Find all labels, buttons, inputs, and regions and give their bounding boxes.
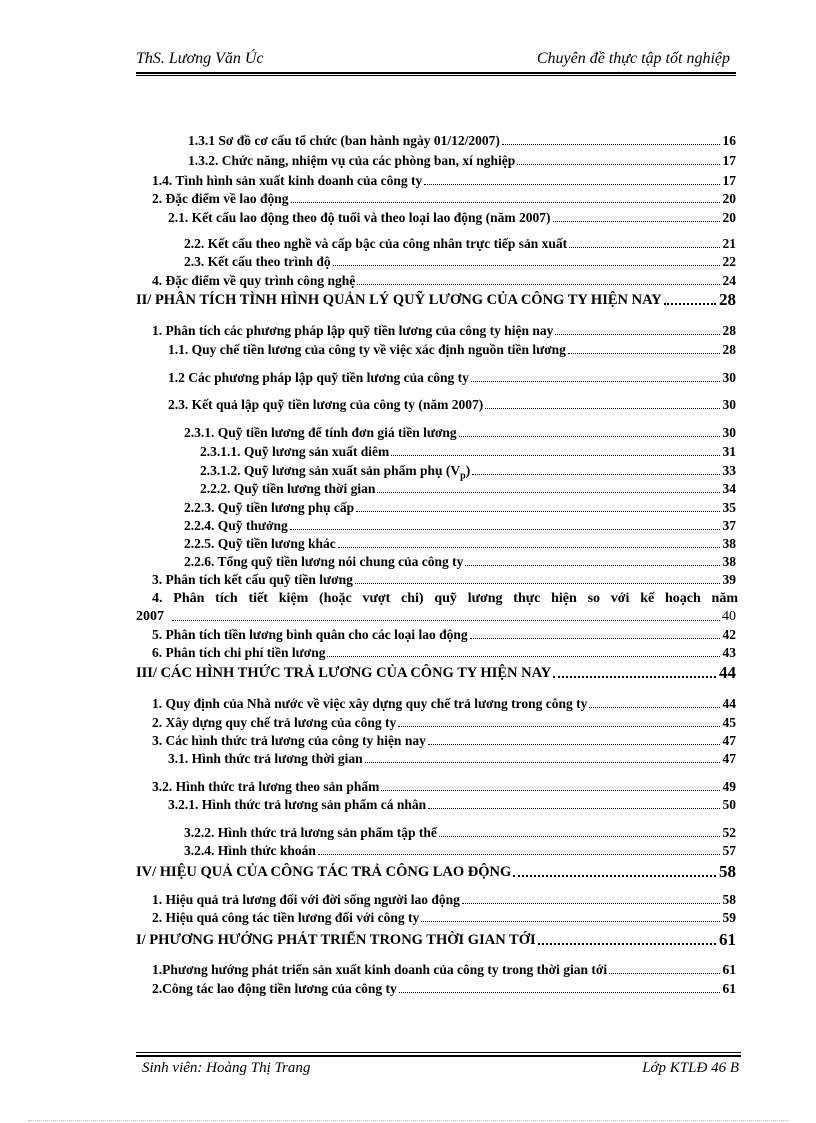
toc-section-text: I/ PHƯƠNG HƯỚNG PHÁT TRIỂN TRONG THỜI GIAN TỚI xyxy=(136,932,536,948)
toc-entry[interactable] xyxy=(136,272,738,290)
page-header xyxy=(136,46,736,70)
toc-entry[interactable] xyxy=(136,322,738,340)
page-bottom-border xyxy=(28,1120,788,1121)
toc-entry-text: 2.Công tác lao động tiền lương của công ty xyxy=(152,981,397,996)
toc-entry[interactable] xyxy=(136,462,738,480)
toc-entry-text: 1.4. Tình hình sản xuất kinh doanh của công ty xyxy=(152,173,423,188)
toc-section-heading[interactable] xyxy=(136,931,738,949)
toc-entry-text: 2.3.1.2. Quỹ lương sản xuất sản phẩm phụ $(V_p)$ xyxy=(200,462,472,486)
footer-class: Lớp KTLĐ 46 B xyxy=(642,1060,739,1076)
toc-entry-page: 45 xyxy=(722,715,736,730)
toc-entry-text: 1. Hiệu quả trả lương đối với đời sống người lao động xyxy=(152,892,460,907)
toc-entry-text: 6. Phân tích chi phí tiền lương xyxy=(152,645,326,660)
toc-section-page: 28 xyxy=(719,290,736,309)
toc-entry-text: 2.2.2. Quỹ tiền lương thời gian xyxy=(200,481,376,496)
toc-entry-page: 40 xyxy=(722,609,736,624)
toc-entry-text: 4. Đặc điểm về quy trình công nghệ xyxy=(152,273,356,288)
toc-entry[interactable] xyxy=(136,480,738,498)
toc-entry-text: 1.3.2. Chức năng, nhiệm vụ của các phòng ban, xí nghiệp xyxy=(188,153,516,168)
toc-entry[interactable] xyxy=(136,909,738,927)
toc-entry-page: 35 xyxy=(722,500,736,515)
toc-entry-text: 2. Hiệu quả công tác tiền lương đối với công ty xyxy=(152,910,420,925)
toc-entry-text: 2.2.6. Tổng quỹ tiền lương nói chung của công ty xyxy=(184,554,464,569)
toc-entry-page: 49 xyxy=(722,779,736,794)
toc-entry-text: 2.3.1.1. Quỹ lương sản xuất diêm xyxy=(200,444,390,459)
toc-entry[interactable] xyxy=(136,535,738,553)
toc-entry-text: 3.2.2. Hình thức trả lương sản phẩm tập thể xyxy=(184,825,437,840)
toc-section-text: IV/ HIỆU QUẢ CỦA CÔNG TÁC TRẢ CÔNG LAO ĐỘNG xyxy=(136,864,512,880)
toc-entry-page: 16 xyxy=(722,133,736,148)
toc-entry-text: 3.2. Hình thức trả lương theo sản phẩm xyxy=(152,779,380,794)
header-author: ThS. Lương Văn Úc xyxy=(136,50,264,67)
toc-entry-page: 61 xyxy=(722,962,736,977)
toc-entry-page: 52 xyxy=(722,825,736,840)
toc-entry-page: 20 xyxy=(722,210,736,225)
toc-entry-page: 34 xyxy=(722,481,736,496)
toc-entry-text: 2.3. Kết quả lập quỹ tiền lương của công ty (năm 2007) xyxy=(168,397,484,412)
toc-entry[interactable] xyxy=(136,499,738,517)
toc-entry[interactable] xyxy=(136,190,738,208)
page-footer xyxy=(136,1052,741,1082)
toc-entry-text: 2.2. Kết cấu theo nghề và cấp bậc của công nhân trực tiếp sản xuất xyxy=(184,236,568,251)
toc-entry-page: 24 xyxy=(722,273,736,288)
toc-entry-text: 1.2 Các phương pháp lập quỹ tiền lương của công ty xyxy=(168,370,469,385)
toc-section-text: II/ PHÂN TÍCH TÌNH HÌNH QUẢN LÝ QUỸ LƯƠNG CỦA CÔNG TY HIỆN NAY xyxy=(136,292,662,308)
toc-entry[interactable] xyxy=(136,517,738,535)
toc-section-heading[interactable] xyxy=(136,863,738,881)
toc-entry[interactable] xyxy=(136,796,738,814)
toc-entry-page: 47 xyxy=(722,751,736,766)
toc-section-page: 58 xyxy=(719,862,736,881)
toc-entry-page: 59 xyxy=(722,910,736,925)
toc-entry-text: 2007 xyxy=(136,609,164,624)
toc-entry-text: 1. Quy định của Nhà nước về việc xây dựng quy chế trả lương trong công ty xyxy=(152,696,588,711)
toc-entry-page: 39 xyxy=(722,572,736,587)
toc-entry[interactable] xyxy=(136,778,738,796)
header-title: Chuyên đề thực tập tốt nghiệp xyxy=(536,50,730,67)
toc-entry-text: 5. Phân tích tiền lương bình quân cho các loại lao động xyxy=(152,627,468,642)
toc-entry[interactable] xyxy=(136,172,738,190)
toc-entry-page: 33 xyxy=(722,463,736,478)
toc-entry[interactable] xyxy=(136,209,738,227)
toc-entry-text: 3. Phân tích kết cấu quỹ tiền lương xyxy=(152,572,353,587)
toc-entry-page: 38 xyxy=(722,536,736,551)
toc-entry[interactable] xyxy=(136,369,738,387)
toc-entry[interactable] xyxy=(136,396,738,414)
toc-entry-page: 17 xyxy=(722,173,736,188)
toc-entry[interactable] xyxy=(136,152,738,170)
toc-entry-page: 43 xyxy=(722,645,736,660)
toc-entry-page: 42 xyxy=(722,627,736,642)
toc-entry-text: 2. Đặc điểm về lao động xyxy=(152,191,289,206)
toc-entry-page: 21 xyxy=(722,236,736,251)
toc-entry-page: 50 xyxy=(722,797,736,812)
header-rule-thin xyxy=(136,75,736,76)
toc-section-page: 44 xyxy=(719,663,736,682)
toc-entry-text: 3.2.1. Hình thức trả lương sản phẩm cá nhân xyxy=(168,797,427,812)
toc-entry-page: 28 xyxy=(722,342,736,357)
toc-entry-page: 38 xyxy=(722,554,736,569)
toc-entry[interactable] xyxy=(136,961,738,979)
toc-entry[interactable] xyxy=(136,626,738,644)
toc-entry[interactable] xyxy=(136,842,738,860)
toc-entry-text: 2. Xây dựng quy chế trả lương của công ty xyxy=(152,715,397,730)
toc-entry[interactable] xyxy=(136,824,738,842)
footer-rule xyxy=(136,1055,741,1057)
toc-entry-page: 30 xyxy=(722,425,736,440)
toc-entry[interactable] xyxy=(136,253,738,271)
toc-entry-text: 2.3. Kết cấu theo trình độ xyxy=(184,254,331,269)
toc-entry-page: 61 xyxy=(722,981,736,996)
toc-entry-page: 22 xyxy=(722,254,736,269)
toc-entry[interactable] xyxy=(136,132,738,150)
toc-entry-page: 44 xyxy=(722,696,736,711)
toc-entry[interactable] xyxy=(136,714,738,732)
toc-entry[interactable] xyxy=(136,424,738,442)
toc-section-page: 61 xyxy=(719,930,736,949)
footer-rule-thin xyxy=(136,1052,741,1053)
toc-entry-text: 2.1. Kết cấu lao động theo độ tuổi và theo loại lao động (năm 2007) xyxy=(168,210,551,225)
toc-entry-text: 2.2.4. Quỹ thưởng xyxy=(184,518,288,533)
toc-entry[interactable] xyxy=(136,443,738,461)
toc-entry[interactable] xyxy=(136,732,738,750)
toc-entry-text: 3.2.4. Hình thức khoán xyxy=(184,843,316,858)
toc-entry-text: 2.2.5. Quỹ tiền lương khác xyxy=(184,536,336,551)
toc-entry[interactable] xyxy=(136,695,738,713)
toc-entry-page: 20 xyxy=(722,191,736,206)
toc-entry-text: 1. Phân tích các phương pháp lập quỹ tiền lương của công ty hiện nay xyxy=(152,323,554,338)
toc-entry-page: 28 xyxy=(722,323,736,338)
toc-entry-text: 3. Các hình thức trả lương của công ty hiện nay xyxy=(152,733,426,748)
toc-entry[interactable] xyxy=(136,891,738,909)
toc-entry[interactable] xyxy=(136,235,738,253)
toc-entry-page: 30 xyxy=(722,397,736,412)
toc-entry[interactable] xyxy=(136,341,738,359)
toc-entry-wrapped-line[interactable]: 4. Phân tích tiết kiệm (hoặc vượt chi) quỹ lương thực hiện so với kế hoạch năm xyxy=(152,591,738,606)
toc-entry-text: 1.1. Quy chế tiền lương của công ty về việc xác định nguồn tiền lương xyxy=(168,342,566,357)
toc-entry-text: 1.3.1 Sơ đồ cơ cấu tổ chức (ban hành ngày 01/12/2007) xyxy=(188,133,500,148)
toc-section-text: III/ CÁC HÌNH THỨC TRẢ LƯƠNG CỦA CÔNG TY HIỆN NAY xyxy=(136,665,552,681)
header-rule xyxy=(136,72,736,74)
toc-entry-page: 31 xyxy=(722,444,736,459)
toc-entry-text: 2.2.3. Quỹ tiền lương phụ cấp xyxy=(184,500,355,515)
toc-entry-page: 37 xyxy=(722,518,736,533)
toc-entry-text: 1.Phương hướng phát triển sản xuất kinh doanh của công ty trong thời gian tới xyxy=(152,962,608,977)
footer-student: Sinh viên: Hoàng Thị Trang xyxy=(142,1060,311,1076)
toc-entry-page: 58 xyxy=(722,892,736,907)
toc-entry[interactable] xyxy=(136,644,738,662)
toc-entry-page: 30 xyxy=(722,370,736,385)
toc-entry-text: 2.3.1. Quỹ tiền lương để tính đơn giá tiền lương xyxy=(184,425,457,440)
toc-entry[interactable] xyxy=(136,750,738,768)
toc-entry-page: 47 xyxy=(722,733,736,748)
toc-entry-text: 3.1. Hình thức trả lương thời gian xyxy=(168,751,363,766)
toc-entry[interactable] xyxy=(136,571,738,589)
toc-entry-continuation[interactable] xyxy=(136,608,738,626)
toc-entry-page: 57 xyxy=(722,843,736,858)
toc-entry[interactable] xyxy=(136,553,738,571)
toc-entry-page: 17 xyxy=(722,153,736,168)
toc-section-heading[interactable] xyxy=(136,664,738,682)
toc-section-heading[interactable] xyxy=(136,291,738,309)
toc-entry[interactable] xyxy=(136,980,738,998)
